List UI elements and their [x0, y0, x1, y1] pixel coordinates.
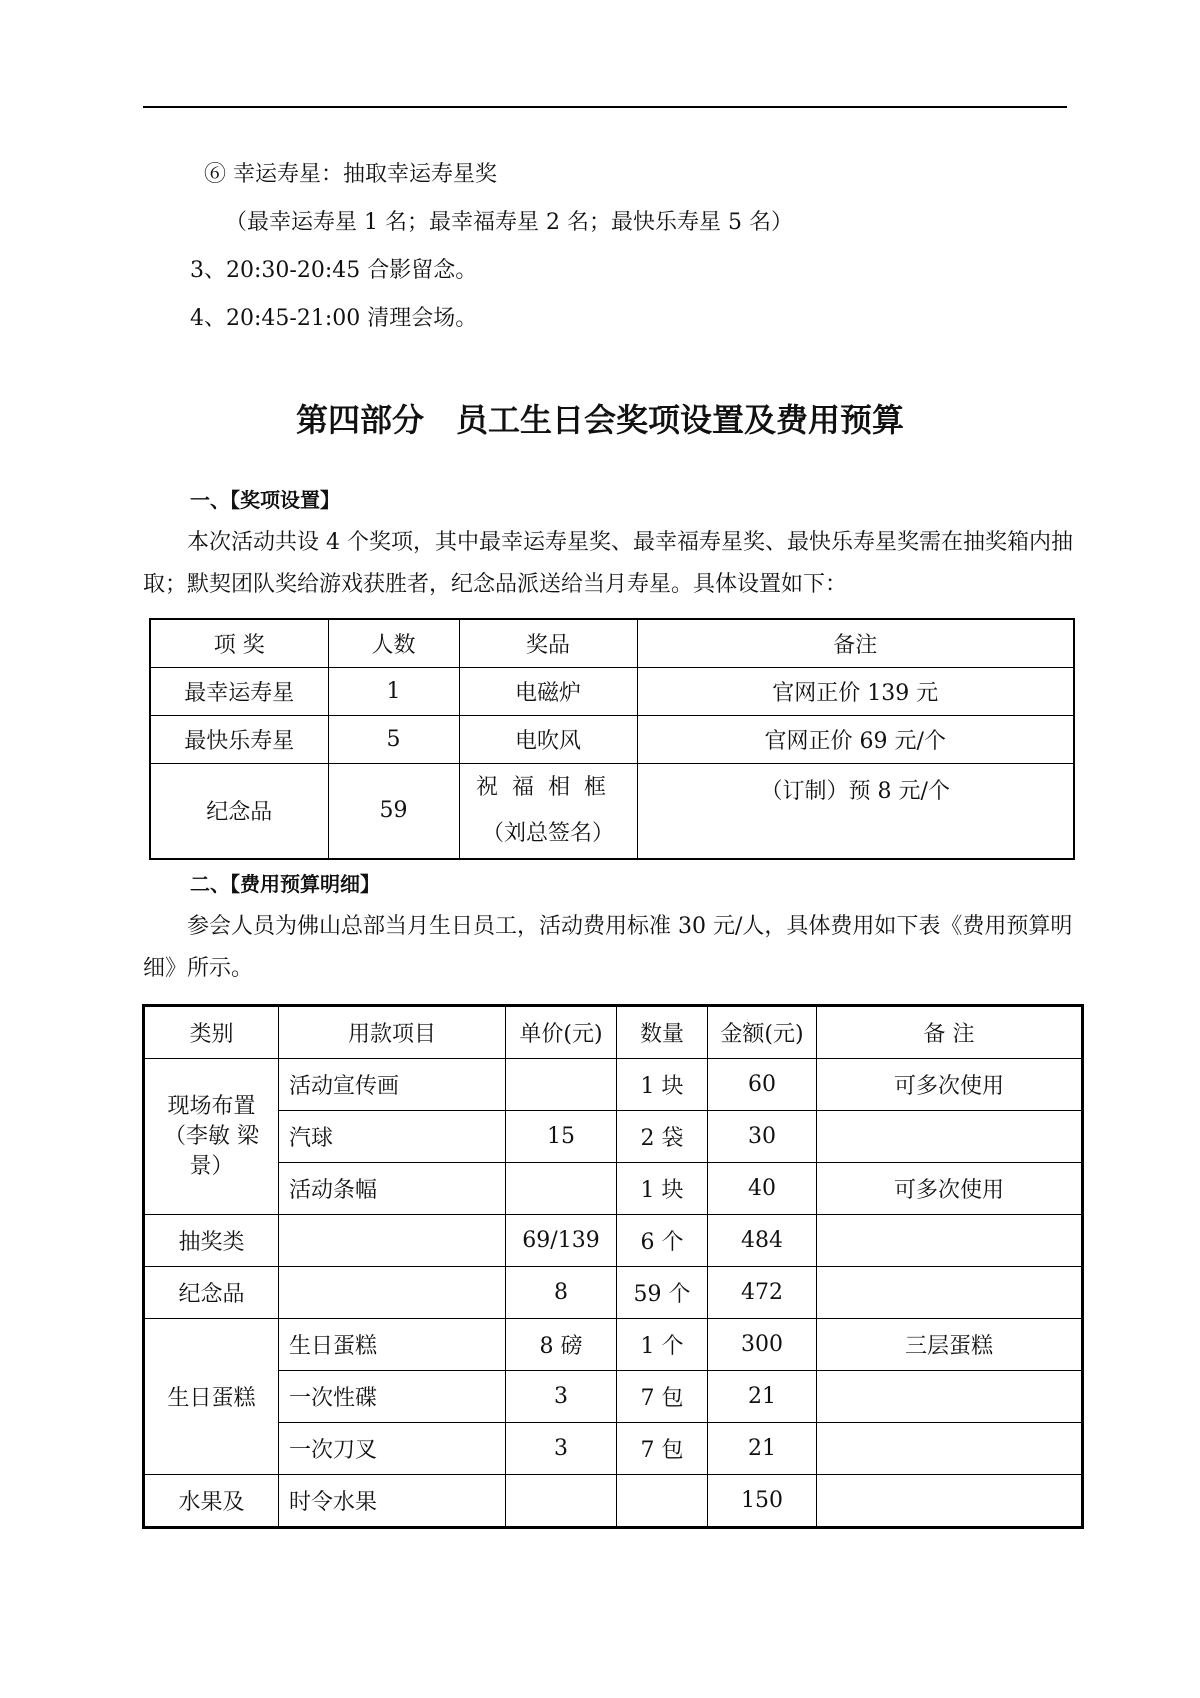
budget-amount: 60: [708, 1059, 817, 1111]
award-prize: 电吹风: [459, 716, 637, 764]
award-note: （订制）预 8 元/个: [637, 764, 1074, 859]
col-header-award: 项 奖: [150, 619, 328, 668]
budget-item: [279, 1267, 506, 1319]
budget-amount: 40: [708, 1163, 817, 1215]
budget-qty: [617, 1475, 708, 1528]
budget-qty: 7 包: [617, 1423, 708, 1475]
col-header-category: 类别: [144, 1006, 279, 1059]
section-title: 第四部分 员工生日会奖项设置及费用预算: [295, 401, 904, 439]
budget-qty: 1 块: [617, 1059, 708, 1111]
table-row: [144, 1423, 1083, 1475]
budget-price: 3: [506, 1371, 617, 1423]
budget-qty: 1 个: [617, 1319, 708, 1371]
item-6-detail: （最幸运寿星 1 名；最幸福寿星 2 名；最快乐寿星 5 名）: [225, 210, 793, 235]
budget-item: 汽球: [279, 1111, 506, 1163]
schedule-step-3: 3、20:30-20:45 合影留念。: [190, 258, 478, 283]
budget-amount: 472: [708, 1267, 817, 1319]
budget-amount: 484: [708, 1215, 817, 1267]
category-site-setup: 现场布置（李敏 梁景）: [144, 1059, 279, 1215]
award-note: 官网正价 139 元: [637, 668, 1074, 716]
budget-price: 8 磅: [506, 1319, 617, 1371]
budget-qty: 1 块: [617, 1163, 708, 1215]
budget-price: [506, 1163, 617, 1215]
budget-item: 时令水果: [279, 1475, 506, 1528]
budget-qty: 6 个: [617, 1215, 708, 1267]
budget-heading: 二、【费用预算明细】: [190, 872, 380, 896]
budget-qty: 7 包: [617, 1371, 708, 1423]
budget-price: 15: [506, 1111, 617, 1163]
budget-price: 69/139: [506, 1215, 617, 1267]
award-prize: 电磁炉: [459, 668, 637, 716]
table-row: [144, 1111, 1083, 1163]
budget-note: [817, 1371, 1083, 1423]
table-row: [144, 1475, 1083, 1528]
category-fruit: 水果及: [144, 1475, 279, 1528]
award-count: 59: [328, 764, 459, 859]
col-header-note: 备注: [637, 619, 1074, 668]
budget-qty: 59 个: [617, 1267, 708, 1319]
header-rule: [143, 106, 1067, 108]
budget-note: 可多次使用: [817, 1163, 1083, 1215]
schedule-step-4: 4、20:45-21:00 清理会场。: [190, 306, 478, 331]
budget-note: [817, 1111, 1083, 1163]
award-count: 1: [328, 668, 459, 716]
budget-item: 活动宣传画: [279, 1059, 506, 1111]
category-lottery: 抽奖类: [144, 1215, 279, 1267]
budget-price: [506, 1475, 617, 1528]
awards-heading: 一、【奖项设置】: [190, 488, 340, 512]
table-row: [144, 1059, 1083, 1111]
budget-item: 一次性碟: [279, 1371, 506, 1423]
budget-price: 3: [506, 1423, 617, 1475]
award-prize: [459, 764, 637, 859]
award-name: 最快乐寿星: [150, 716, 328, 764]
budget-amount: 21: [708, 1423, 817, 1475]
col-header-unit-price: 单价(元): [506, 1006, 617, 1059]
budget-amount: 300: [708, 1319, 817, 1371]
table-row: [150, 764, 1074, 859]
table-row: [144, 1371, 1083, 1423]
budget-item: [279, 1215, 506, 1267]
budget-qty: 2 袋: [617, 1111, 708, 1163]
category-birthday-cake: 生日蛋糕: [144, 1319, 279, 1475]
budget-note: [817, 1267, 1083, 1319]
budget-item: 活动条幅: [279, 1163, 506, 1215]
table-row: [144, 1267, 1083, 1319]
budget-price: [506, 1059, 617, 1111]
budget-header-row: [144, 1006, 1083, 1059]
item-6-lucky-star: ⑥ 幸运寿星：抽取幸运寿星奖: [204, 162, 497, 187]
budget-note: [817, 1215, 1083, 1267]
awards-intro: 本次活动共设 4 个奖项，其中最幸运寿星奖、最幸福寿星奖、最快乐寿星奖需在抽奖箱内抽取；默契团队奖给游戏获胜者，纪念品派送给当月寿星。具体设置如下：: [143, 530, 1073, 597]
col-header-item: 用款项目: [279, 1006, 506, 1059]
budget-item: 一次刀叉: [279, 1423, 506, 1475]
award-prize-subline: （刘总签名）: [481, 820, 614, 846]
budget-note: 可多次使用: [817, 1059, 1083, 1111]
col-header-amount: 金额(元): [708, 1006, 817, 1059]
award-name: 纪念品: [150, 764, 328, 859]
budget-table: [142, 1004, 1084, 1529]
budget-note: [817, 1475, 1083, 1528]
award-count: 5: [328, 716, 459, 764]
table-row: [144, 1319, 1083, 1371]
budget-note: 三层蛋糕: [817, 1319, 1083, 1371]
budget-amount: 21: [708, 1371, 817, 1423]
award-name: 最幸运寿星: [150, 668, 328, 716]
category-souvenir: 纪念品: [144, 1267, 279, 1319]
award-note: 官网正价 69 元/个: [637, 716, 1074, 764]
budget-amount: 150: [708, 1475, 817, 1528]
col-header-note: 备 注: [817, 1006, 1083, 1059]
budget-intro: 参会人员为佛山总部当月生日员工，活动费用标准 30 元/人，具体费用如下表《费用预算明细》所示。: [143, 914, 1073, 981]
budget-amount: 30: [708, 1111, 817, 1163]
table-row: [144, 1215, 1083, 1267]
col-header-quantity: 数量: [617, 1006, 708, 1059]
col-header-prize: 奖品: [459, 619, 637, 668]
awards-header-row: [150, 619, 1074, 668]
budget-price: 8: [506, 1267, 617, 1319]
award-prize-line: 祝福相框: [475, 774, 620, 800]
budget-item: 生日蛋糕: [279, 1319, 506, 1371]
col-header-count: 人数: [328, 619, 459, 668]
table-row: [150, 716, 1074, 764]
budget-note: [817, 1423, 1083, 1475]
table-row: [144, 1163, 1083, 1215]
table-row: [150, 668, 1074, 716]
awards-table: [149, 618, 1075, 860]
